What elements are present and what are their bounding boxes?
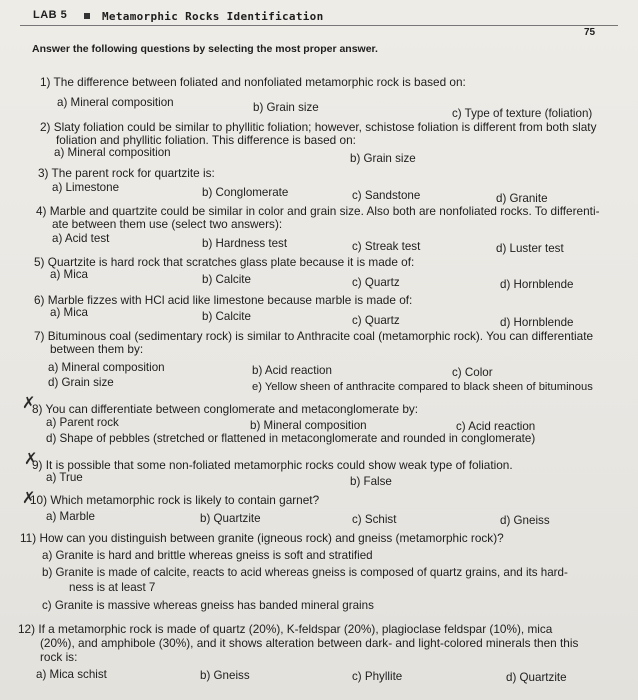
lab-label: LAB 5: [33, 9, 68, 21]
q7-option-a[interactable]: a) Mineral composition: [48, 361, 165, 374]
question-4-stem: 4) Marble and quartzite could be similar in color and grain size. Also both are nonfoliated rocks. To differenti-: [36, 204, 600, 218]
q8-option-b[interactable]: b) Mineral composition: [250, 419, 367, 432]
question-7-stem-cont: between them by:: [50, 342, 144, 356]
question-9-stem: 9) It is possible that some non-foliated metamorphic rocks could show weak type of foliation.: [32, 458, 513, 472]
q7-option-b[interactable]: b) Acid reaction: [252, 364, 332, 377]
q9-option-b[interactable]: b) False: [350, 475, 392, 488]
question-11-stem: 11) How can you distinguish between granite (igneous rock) and gneiss (metamorphic rock)?: [20, 531, 504, 545]
cross-mark-icon: ✗: [24, 449, 38, 468]
q5-option-b[interactable]: b) Calcite: [202, 273, 251, 286]
q11-option-b[interactable]: b) Granite is made of calcite, reacts to acid whereas gneiss is composed of quartz grains, and its hard-: [42, 566, 568, 579]
q6-option-a[interactable]: a) Mica: [50, 306, 89, 319]
q4-option-b[interactable]: b) Hardness test: [202, 237, 288, 250]
question-6-stem: 6) Marble fizzes with HCl acid like limestone because marble is made of:: [34, 293, 413, 307]
question-12-stem: 12) If a metamorphic rock is made of quartz (20%), K-feldspar (20%), plagioclase feldspar (10%), mica: [18, 622, 553, 636]
cross-mark-icon: ✗: [22, 393, 36, 412]
q11-option-a[interactable]: a) Granite is hard and brittle whereas gneiss is soft and stratified: [42, 549, 373, 562]
q2-option-b[interactable]: b) Grain size: [350, 152, 416, 165]
q12-option-a[interactable]: a) Mica schist: [36, 668, 107, 681]
q2-option-a[interactable]: a) Mineral composition: [54, 146, 171, 159]
q10-option-c[interactable]: c) Schist: [352, 513, 397, 526]
question-1-stem: 1) The difference between foliated and nonfoliated metamorphic rock is based on:: [40, 75, 466, 89]
q7-option-e[interactable]: e) Yellow sheen of anthracite compared to black sheen of bituminous: [252, 381, 593, 393]
q9-option-a[interactable]: a) True: [46, 471, 83, 484]
q6-option-b[interactable]: b) Calcite: [202, 310, 251, 323]
q6-option-c[interactable]: c) Quartz: [352, 314, 400, 327]
instructions: Answer the following questions by selecting the most proper answer.: [32, 43, 378, 55]
header-divider: [20, 25, 618, 26]
q10-option-a[interactable]: a) Marble: [46, 510, 95, 523]
page-number: 75: [584, 27, 596, 38]
question-2-stem-cont: foliation and phyllitic foliation. This difference is based on:: [56, 133, 356, 147]
q11-option-c[interactable]: c) Granite is massive whereas gneiss has banded mineral grains: [42, 599, 374, 612]
question-12-stem-cont-2: rock is:: [40, 650, 78, 664]
q3-option-c[interactable]: c) Sandstone: [352, 189, 421, 202]
question-10-stem: 10) Which metamorphic rock is likely to contain garnet?: [30, 493, 320, 507]
question-7-stem: 7) Bituminous coal (sedimentary rock) is similar to Anthracite coal (metamorphic rock). You can differentiate: [34, 329, 594, 343]
question-8-stem: 8) You can differentiate between conglomerate and metaconglomerate by:: [32, 402, 419, 416]
q8-option-c[interactable]: c) Acid reaction: [456, 420, 536, 433]
q8-option-d[interactable]: d) Shape of pebbles (stretched or flattened in metaconglomerate and rounded in conglomerate): [46, 432, 536, 445]
q7-option-d[interactable]: d) Grain size: [48, 376, 114, 389]
q3-option-d[interactable]: d) Granite: [496, 192, 548, 205]
q4-option-c[interactable]: c) Streak test: [352, 240, 421, 253]
q1-option-c[interactable]: c) Type of texture (foliation): [452, 107, 593, 120]
q12-option-d[interactable]: d) Quartzite: [506, 671, 567, 684]
question-4-stem-cont: ate between them use (select two answers):: [52, 217, 283, 231]
q3-option-a[interactable]: a) Limestone: [52, 181, 120, 194]
q4-option-d[interactable]: d) Luster test: [496, 242, 564, 255]
q3-option-b[interactable]: b) Conglomerate: [202, 186, 289, 199]
q7-option-c[interactable]: c) Color: [452, 366, 493, 379]
q10-option-d[interactable]: d) Gneiss: [500, 514, 550, 527]
bullet-square-icon: [84, 13, 90, 19]
q5-option-c[interactable]: c) Quartz: [352, 276, 400, 289]
q8-option-a[interactable]: a) Parent rock: [46, 416, 119, 429]
q1-option-a[interactable]: a) Mineral composition: [57, 96, 174, 109]
cross-mark-icon: ✗: [22, 488, 36, 507]
page-header-title: Metamorphic Rocks Identification: [102, 10, 324, 23]
q6-option-d[interactable]: d) Hornblende: [500, 316, 574, 329]
q5-option-d[interactable]: d) Hornblende: [500, 278, 574, 291]
question-3-stem: 3) The parent rock for quartzite is:: [38, 166, 215, 180]
q5-option-a[interactable]: a) Mica: [50, 268, 89, 281]
q1-option-b[interactable]: b) Grain size: [253, 101, 319, 114]
q10-option-b[interactable]: b) Quartzite: [200, 512, 261, 525]
question-2-stem: 2) Slaty foliation could be similar to phyllitic foliation; however, schistose foliation is different from both slaty: [40, 120, 597, 134]
q12-option-b[interactable]: b) Gneiss: [200, 669, 250, 682]
q4-option-a[interactable]: a) Acid test: [52, 232, 110, 245]
question-12-stem-cont-1: (20%), and amphibole (30%), and it shows alteration between dark- and light-colored minerals then this: [40, 636, 579, 650]
question-5-stem: 5) Quartzite is hard rock that scratches glass plate because it is made of:: [34, 255, 415, 269]
q11-option-b-cont: ness is at least 7: [69, 581, 156, 594]
q12-option-c[interactable]: c) Phyllite: [352, 670, 403, 683]
